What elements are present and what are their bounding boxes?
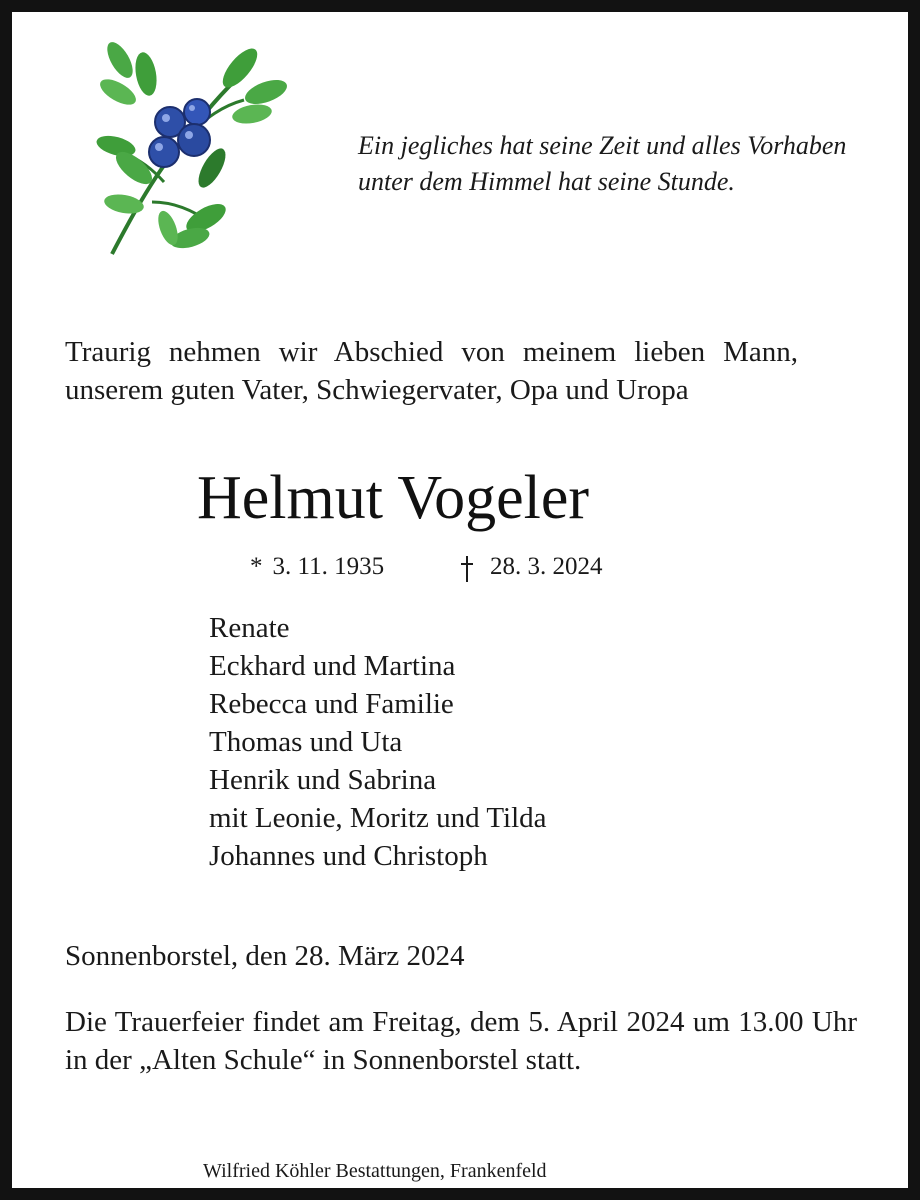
mourners-list — [209, 609, 547, 875]
birth-date-line — [250, 551, 384, 583]
death-date-line — [490, 551, 603, 583]
motto-quote — [358, 128, 908, 200]
undertaker-credit: Wilfried Köhler Bestattungen, Frankenfeld — [203, 1160, 547, 1182]
motto-line-1: Ein jegliches hat seine Zeit und alles Vorhaben — [358, 131, 847, 160]
place-and-date: Sonnenborstel, den 28. März 2024 — [65, 940, 465, 972]
mourner-item: Eckhard und Martina — [209, 650, 456, 682]
mourner-item: Thomas und Uta — [209, 726, 403, 758]
blueberry-branch-icon — [94, 42, 294, 262]
intro-text: Traurig nehmen wir Abschied von meinem lieben Mann, unserem guten Vater, Schwiegervater, Opa und Uropa — [65, 336, 798, 406]
ceremony-info: Die Trauerfeier findet am Freitag, dem 5. April 2024 um 13.00 Uhr in der „Alten Schule“ in Sonnenborstel statt. — [65, 1006, 857, 1076]
motto-line-2: unter dem Himmel hat seine Stunde. — [358, 167, 735, 196]
mourner-item: Henrik und Sabrina — [209, 764, 437, 796]
deceased-name: Helmut Vogeler — [197, 464, 590, 532]
mourner-item: Johannes und Christoph — [209, 840, 488, 872]
cross-icon — [459, 552, 475, 584]
mourner-item: Renate — [209, 612, 290, 644]
death-date: 28. 3. 2024 — [490, 553, 603, 580]
birth-date: 3. 11. 1935 — [272, 553, 385, 580]
mourner-item: Rebecca und Familie — [209, 688, 454, 720]
mourner-item: mit Leonie, Moritz und Tilda — [209, 802, 547, 834]
birth-symbol: * — [250, 553, 263, 580]
